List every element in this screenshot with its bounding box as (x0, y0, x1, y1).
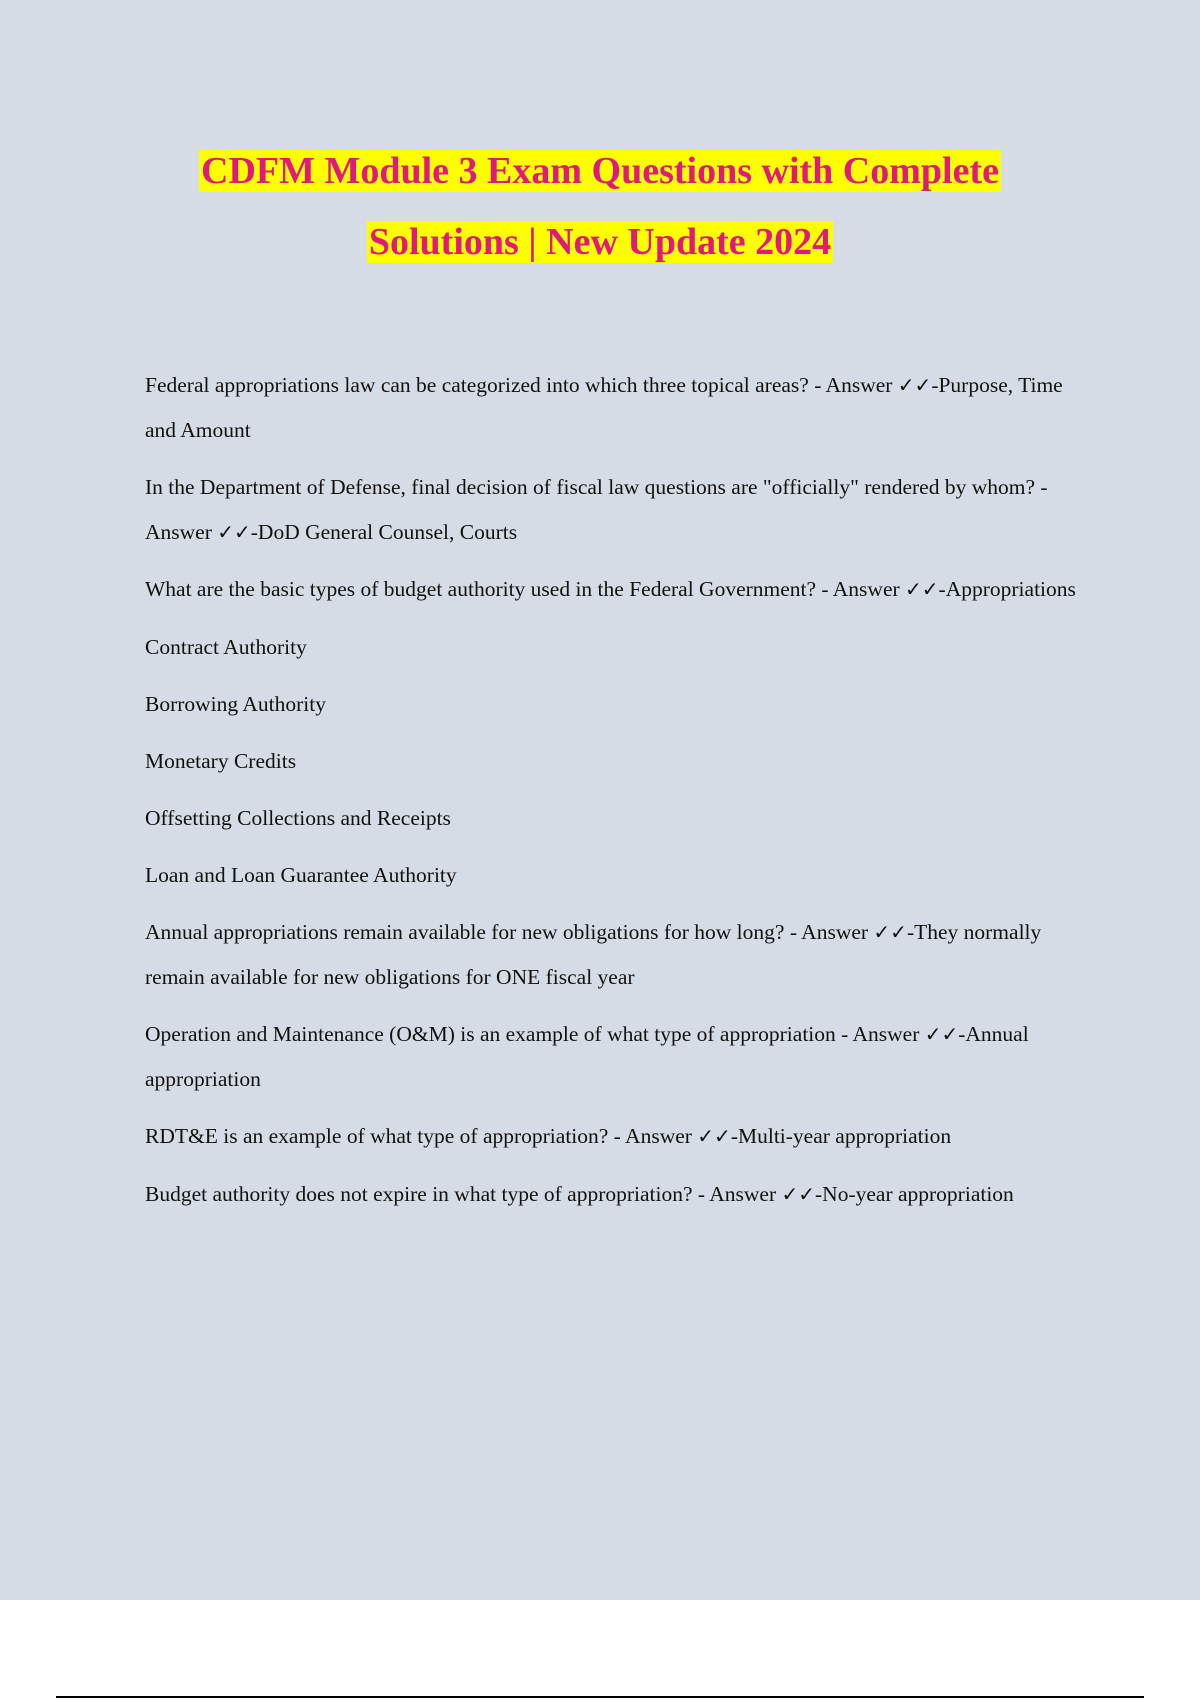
footer-divider (56, 1696, 1144, 1698)
answer-list-item: Monetary Credits (145, 748, 297, 773)
qa-item (145, 465, 1085, 554)
double-check-icon: ✓✓ (217, 519, 251, 544)
answer-text: -Purpose, Time and Amount (145, 373, 1063, 442)
answer-list-item: Loan and Loan Guarantee Authority (145, 862, 457, 887)
answer-text: -They normally remain available for new obligations for ONE fiscal year (145, 920, 1042, 989)
answer-text: -Annual appropriation (145, 1022, 1029, 1091)
answer-label: Answer (625, 1124, 692, 1148)
answer-list-item: Offsetting Collections and Receipts (145, 805, 451, 830)
answer-text: -Multi-year appropriation (730, 1124, 952, 1148)
double-check-icon: ✓✓ (781, 1181, 816, 1206)
answer-list-item: Borrowing Authority (145, 691, 326, 716)
question-text: Budget authority does not expire in what type of appropriation? - (145, 1181, 710, 1206)
question-text: Operation and Maintenance (O&M) is an example of what type of appropriation - (145, 1022, 853, 1046)
question-text: RDT&E is an example of what type of appropriation? - (145, 1124, 626, 1148)
answer-text: -Appropriations (938, 577, 1076, 601)
question-text: Annual appropriations remain available for new obligations for how long? - (145, 920, 802, 944)
qa-item (145, 1114, 1085, 1159)
double-check-icon: ✓✓ (897, 373, 932, 397)
answer-label: Answer (801, 920, 869, 944)
question-text: In the Department of Defense, final decision of fiscal law questions are "officially" rendered by whom? - (145, 475, 1048, 499)
answer-list-item: Contract Authority (145, 634, 307, 659)
qa-item (145, 567, 1085, 612)
question-text: Federal appropriations law can be categorized into which three topical areas? - (145, 373, 826, 397)
answer-label: Answer (832, 577, 900, 601)
double-check-icon: ✓✓ (873, 920, 907, 944)
qa-item (145, 1172, 1085, 1217)
qa-item (145, 363, 1085, 452)
answer-text: -No-year appropriation (815, 1181, 1014, 1206)
double-check-icon: ✓✓ (905, 577, 939, 601)
document-title (0, 136, 1200, 278)
qa-item (145, 1012, 1085, 1101)
double-check-icon: ✓✓ (924, 1022, 959, 1046)
question-text: What are the basic types of budget authority used in the Federal Government? - (145, 577, 833, 601)
answer-text: -DoD General Counsel, Courts (250, 519, 518, 544)
document-body (145, 363, 1085, 1216)
title-line-1: CDFM Module 3 Exam Questions with Complete (201, 150, 999, 192)
double-check-icon: ✓✓ (697, 1124, 731, 1148)
answer-label: Answer (825, 373, 893, 397)
qa-item (145, 910, 1085, 999)
answer-label: Answer (709, 1181, 777, 1206)
answer-label: Answer (852, 1022, 920, 1046)
answer-label: Answer (145, 519, 212, 544)
answer-list (145, 625, 1085, 898)
title-line-2: Solutions | New Update 2024 (368, 221, 832, 263)
